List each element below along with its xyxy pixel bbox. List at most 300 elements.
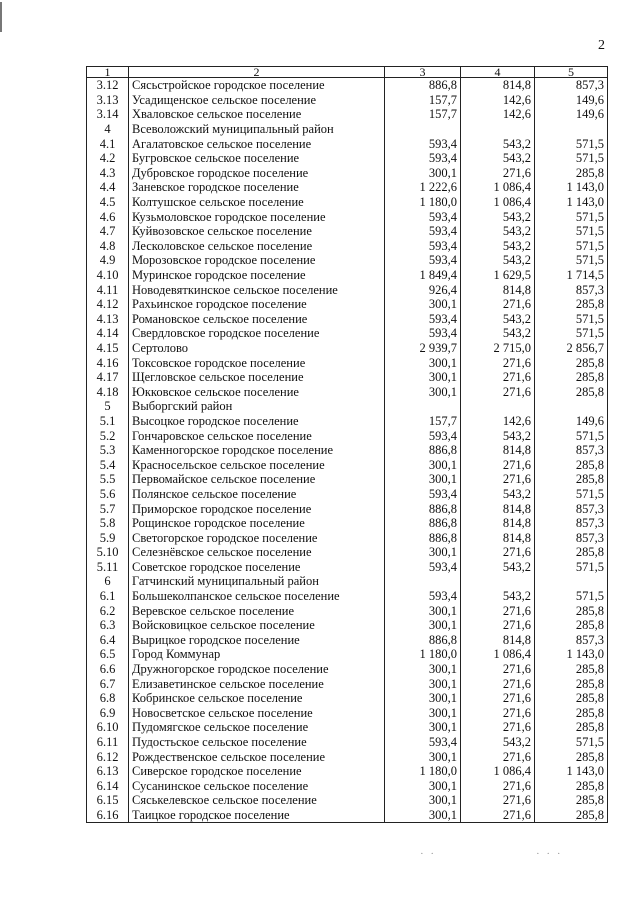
- cell-v3: 926,4: [385, 282, 461, 297]
- cell-v5: 285,8: [535, 457, 608, 472]
- table-row: [87, 428, 608, 443]
- cell-v4: 271,6: [461, 662, 535, 677]
- cell-v5: 285,8: [535, 749, 608, 764]
- cell-v3: 300,1: [385, 297, 461, 312]
- cell-name: Новосветское сельское поселение: [129, 706, 385, 721]
- cell-v4: 271,6: [461, 793, 535, 808]
- cell-v5: 571,5: [535, 209, 608, 224]
- cell-v5: 571,5: [535, 326, 608, 341]
- cell-v4: 543,2: [461, 224, 535, 239]
- cell-v3: 300,1: [385, 720, 461, 735]
- cell-v4: 814,8: [461, 282, 535, 297]
- table-row: [87, 749, 608, 764]
- table-row: [87, 224, 608, 239]
- cell-n: 6.16: [87, 808, 129, 823]
- cell-name: Рахьинское городское поселение: [129, 297, 385, 312]
- table-row: [87, 793, 608, 808]
- cell-v5: 857,3: [535, 282, 608, 297]
- table-row: [87, 720, 608, 735]
- table-row: [87, 180, 608, 195]
- cell-v3: 300,1: [385, 457, 461, 472]
- cell-name: Сиверское городское поселение: [129, 764, 385, 779]
- cell-v3: 1 180,0: [385, 764, 461, 779]
- cell-v5: 149,6: [535, 93, 608, 108]
- cell-v5: 285,8: [535, 370, 608, 385]
- cell-name: Кузьмоловское городское поселение: [129, 209, 385, 224]
- table-row: [87, 414, 608, 429]
- cell-name: Юкковское сельское поселение: [129, 384, 385, 399]
- cell-name: Высоцкое городское поселение: [129, 414, 385, 429]
- cell-v5: 1 143,0: [535, 195, 608, 210]
- cell-v4: 271,6: [461, 691, 535, 706]
- table-row: [87, 472, 608, 487]
- cell-v5: 285,8: [535, 355, 608, 370]
- cell-v4: 814,8: [461, 530, 535, 545]
- cell-name: Кобринское сельское поселение: [129, 691, 385, 706]
- cell-v5: 857,3: [535, 516, 608, 531]
- cell-n: 4.1: [87, 136, 129, 151]
- cell-n: 5.11: [87, 560, 129, 575]
- cell-v5: 571,5: [535, 312, 608, 327]
- table-row: [87, 78, 608, 93]
- cell-n: 4.11: [87, 282, 129, 297]
- cell-name: Лесколовское сельское поселение: [129, 239, 385, 254]
- header-col-3: 3: [385, 67, 461, 78]
- cell-v3: 300,1: [385, 793, 461, 808]
- cell-v4: 271,6: [461, 355, 535, 370]
- cell-v4: 271,6: [461, 472, 535, 487]
- cell-v5: 571,5: [535, 151, 608, 166]
- cell-v4: 543,2: [461, 589, 535, 604]
- cell-n: 5.2: [87, 428, 129, 443]
- cell-v3: 300,1: [385, 662, 461, 677]
- cell-n: 4: [87, 122, 129, 137]
- cell-v3: 593,4: [385, 151, 461, 166]
- cell-v5: 285,8: [535, 662, 608, 677]
- cell-n: 6.12: [87, 749, 129, 764]
- cell-v3: 300,1: [385, 749, 461, 764]
- cell-name: Муринское городское поселение: [129, 268, 385, 283]
- table-row: [87, 574, 608, 589]
- table-row: [87, 589, 608, 604]
- cell-v4: 271,6: [461, 808, 535, 823]
- table-row: [87, 530, 608, 545]
- cell-n: 6.11: [87, 735, 129, 750]
- cell-v3: 157,7: [385, 414, 461, 429]
- cell-n: 5.5: [87, 472, 129, 487]
- cell-v5: 571,5: [535, 253, 608, 268]
- cell-v4: 543,2: [461, 326, 535, 341]
- cell-v3: 886,8: [385, 501, 461, 516]
- cell-v3: 300,1: [385, 676, 461, 691]
- cell-name: Полянское сельское поселение: [129, 487, 385, 502]
- cell-v3: 886,8: [385, 633, 461, 648]
- cell-v5: 2 856,7: [535, 341, 608, 356]
- cell-v4: 271,6: [461, 618, 535, 633]
- cell-n: 6.13: [87, 764, 129, 779]
- cell-v4: 271,6: [461, 297, 535, 312]
- cell-n: 6.2: [87, 603, 129, 618]
- cell-v3: 593,4: [385, 209, 461, 224]
- page-number: 2: [598, 38, 605, 53]
- cell-v3: 2 939,7: [385, 341, 461, 356]
- cell-v5: 1 714,5: [535, 268, 608, 283]
- cell-name: Усадищенское сельское поселение: [129, 93, 385, 108]
- cell-v4: 1 629,5: [461, 268, 535, 283]
- cell-n: 4.3: [87, 166, 129, 181]
- cell-v3: 886,8: [385, 516, 461, 531]
- table-row: [87, 487, 608, 502]
- cell-n: 5.3: [87, 443, 129, 458]
- table-row: [87, 676, 608, 691]
- cell-v5: 285,8: [535, 793, 608, 808]
- cell-n: 6.4: [87, 633, 129, 648]
- cell-n: 3.13: [87, 93, 129, 108]
- cell-name: Дубровское городское поселение: [129, 166, 385, 181]
- cell-v3: 1 180,0: [385, 195, 461, 210]
- table-row: [87, 501, 608, 516]
- cell-v3: 593,4: [385, 253, 461, 268]
- cell-v4: 543,2: [461, 560, 535, 575]
- cell-v4: 543,2: [461, 239, 535, 254]
- table-row: [87, 209, 608, 224]
- cell-name: Каменногорское городское поселение: [129, 443, 385, 458]
- cell-name: Рощинское городское поселение: [129, 516, 385, 531]
- table-row: [87, 443, 608, 458]
- table-row: [87, 735, 608, 750]
- cell-name: Новодевяткинское сельское поселение: [129, 282, 385, 297]
- cell-n: 5: [87, 399, 129, 414]
- table-row: [87, 633, 608, 648]
- cell-n: 5.4: [87, 457, 129, 472]
- cell-n: 6.15: [87, 793, 129, 808]
- table-row: [87, 370, 608, 385]
- cell-v3: 593,4: [385, 428, 461, 443]
- cell-v5: 285,8: [535, 545, 608, 560]
- cell-name: Хваловское сельское поселение: [129, 107, 385, 122]
- cell-n: 6.3: [87, 618, 129, 633]
- cell-v5: 571,5: [535, 428, 608, 443]
- cell-name: Свердловское городское поселение: [129, 326, 385, 341]
- table-row: [87, 457, 608, 472]
- cell-name: Пудостьское сельское поселение: [129, 735, 385, 750]
- cell-v4: 142,6: [461, 414, 535, 429]
- table-row: [87, 253, 608, 268]
- cell-name: Пудомягское сельское поселение: [129, 720, 385, 735]
- cell-v4: [461, 122, 535, 137]
- cell-v5: 149,6: [535, 414, 608, 429]
- cell-v4: 271,6: [461, 370, 535, 385]
- cell-v3: 300,1: [385, 545, 461, 560]
- cell-name: Бугровское сельское поселение: [129, 151, 385, 166]
- cell-name: Селезнёвское сельское поселение: [129, 545, 385, 560]
- cell-n: 6.7: [87, 676, 129, 691]
- cell-v4: 271,6: [461, 545, 535, 560]
- cell-v5: 285,8: [535, 297, 608, 312]
- cell-name: Гатчинский муниципальный район: [129, 574, 385, 589]
- cell-n: 4.18: [87, 384, 129, 399]
- cell-v3: 593,4: [385, 735, 461, 750]
- cell-name: Светогорское городское поселение: [129, 530, 385, 545]
- cell-v5: 571,5: [535, 239, 608, 254]
- table-body: [87, 78, 608, 823]
- cell-v4: 543,2: [461, 487, 535, 502]
- cell-v4: 814,8: [461, 443, 535, 458]
- cell-v5: 857,3: [535, 530, 608, 545]
- cell-v3: 593,4: [385, 589, 461, 604]
- cell-v3: 157,7: [385, 93, 461, 108]
- cell-n: 4.6: [87, 209, 129, 224]
- cell-v4: 1 086,4: [461, 180, 535, 195]
- table-row: [87, 166, 608, 181]
- cell-name: Вырицкое городское поселение: [129, 633, 385, 648]
- cell-v4: 814,8: [461, 501, 535, 516]
- cell-n: 6.5: [87, 647, 129, 662]
- cell-v4: 271,6: [461, 603, 535, 618]
- cell-name: Елизаветинское сельское поселение: [129, 676, 385, 691]
- cell-v5: 285,8: [535, 720, 608, 735]
- cell-v4: 271,6: [461, 166, 535, 181]
- cell-v3: 300,1: [385, 808, 461, 823]
- cell-v5: 285,8: [535, 384, 608, 399]
- header-col-1: 1: [87, 67, 129, 78]
- cell-v4: 271,6: [461, 720, 535, 735]
- cell-name: Сусанинское сельское поселение: [129, 779, 385, 794]
- table-row: [87, 662, 608, 677]
- cell-name: Сясьстройское городское поселение: [129, 78, 385, 93]
- cell-name: Выборгский район: [129, 399, 385, 414]
- cell-name: Красносельское сельское поселение: [129, 457, 385, 472]
- cell-name: Токсовское городское поселение: [129, 355, 385, 370]
- cell-v3: 1 222,6: [385, 180, 461, 195]
- cell-name: Дружногорское городское поселение: [129, 662, 385, 677]
- cell-v5: 285,8: [535, 676, 608, 691]
- cell-v5: 285,8: [535, 706, 608, 721]
- cell-n: 4.12: [87, 297, 129, 312]
- cell-name: Всеволожский муниципальный район: [129, 122, 385, 137]
- table-row: [87, 268, 608, 283]
- table-row: [87, 545, 608, 560]
- cell-v3: 593,4: [385, 224, 461, 239]
- cell-n: 4.17: [87, 370, 129, 385]
- cell-n: 4.5: [87, 195, 129, 210]
- cell-v5: 285,8: [535, 472, 608, 487]
- cell-n: 4.2: [87, 151, 129, 166]
- cell-v3: 593,4: [385, 560, 461, 575]
- cell-v5: 571,5: [535, 487, 608, 502]
- cell-n: 4.10: [87, 268, 129, 283]
- cell-v3: 593,4: [385, 239, 461, 254]
- cell-v5: 285,8: [535, 166, 608, 181]
- cell-v4: 543,2: [461, 735, 535, 750]
- cell-n: 4.13: [87, 312, 129, 327]
- cell-n: 3.14: [87, 107, 129, 122]
- cell-name: Агалатовское сельское поселение: [129, 136, 385, 151]
- cell-v5: 571,5: [535, 224, 608, 239]
- cell-v5: 285,8: [535, 603, 608, 618]
- cell-v5: 285,8: [535, 779, 608, 794]
- cell-v3: 300,1: [385, 166, 461, 181]
- table-row: [87, 312, 608, 327]
- cell-v4: 543,2: [461, 209, 535, 224]
- table-row: [87, 399, 608, 414]
- cell-v4: 271,6: [461, 749, 535, 764]
- cell-v4: 543,2: [461, 253, 535, 268]
- cell-v3: 1 849,4: [385, 268, 461, 283]
- cell-n: 5.1: [87, 414, 129, 429]
- cell-v4: [461, 574, 535, 589]
- cell-v3: 300,1: [385, 384, 461, 399]
- cell-v3: 300,1: [385, 706, 461, 721]
- table-row: [87, 618, 608, 633]
- table-row: [87, 808, 608, 823]
- cell-v3: 593,4: [385, 312, 461, 327]
- cell-n: 3.12: [87, 78, 129, 93]
- cell-v4: 271,6: [461, 706, 535, 721]
- cell-n: 5.8: [87, 516, 129, 531]
- cell-v3: 886,8: [385, 443, 461, 458]
- cell-v3: 300,1: [385, 472, 461, 487]
- cell-v3: 886,8: [385, 78, 461, 93]
- cell-n: 4.14: [87, 326, 129, 341]
- cell-n: 5.9: [87, 530, 129, 545]
- cell-v4: 1 086,4: [461, 764, 535, 779]
- cell-v5: 285,8: [535, 808, 608, 823]
- table-header-row: [87, 67, 608, 78]
- cell-v4: 814,8: [461, 516, 535, 531]
- cell-v3: 1 180,0: [385, 647, 461, 662]
- cell-name: Советское городское поселение: [129, 560, 385, 575]
- cell-v3: 300,1: [385, 355, 461, 370]
- cell-name: Войсковицкое сельское поселение: [129, 618, 385, 633]
- cell-n: 4.9: [87, 253, 129, 268]
- cell-name: Первомайское сельское поселение: [129, 472, 385, 487]
- cell-v4: 142,6: [461, 107, 535, 122]
- cell-v3: 593,4: [385, 136, 461, 151]
- cell-n: 6.1: [87, 589, 129, 604]
- cell-n: 4.8: [87, 239, 129, 254]
- cell-n: 4.4: [87, 180, 129, 195]
- cell-v3: [385, 399, 461, 414]
- cell-n: 5.10: [87, 545, 129, 560]
- cell-v5: [535, 399, 608, 414]
- cell-name: Город Коммунар: [129, 647, 385, 662]
- cell-name: Колтушское сельское поселение: [129, 195, 385, 210]
- cell-v3: 886,8: [385, 530, 461, 545]
- table-row: [87, 691, 608, 706]
- cell-v4: 543,2: [461, 312, 535, 327]
- cell-n: 4.16: [87, 355, 129, 370]
- cell-name: Романовское сельское поселение: [129, 312, 385, 327]
- cell-n: 4.15: [87, 341, 129, 356]
- table-row: [87, 326, 608, 341]
- cell-v5: 285,8: [535, 618, 608, 633]
- cell-v5: 857,3: [535, 633, 608, 648]
- cell-name: Морозовское городское поселение: [129, 253, 385, 268]
- cell-v4: 271,6: [461, 779, 535, 794]
- cell-v5: 285,8: [535, 691, 608, 706]
- cell-name: Сяськелевское сельское поселение: [129, 793, 385, 808]
- cell-name: Куйвозовское сельское поселение: [129, 224, 385, 239]
- cell-v3: 300,1: [385, 779, 461, 794]
- cell-v5: 149,6: [535, 107, 608, 122]
- table-row: [87, 779, 608, 794]
- cell-name: Заневское городское поселение: [129, 180, 385, 195]
- cell-v3: 300,1: [385, 603, 461, 618]
- cell-v4: 814,8: [461, 633, 535, 648]
- cell-v5: [535, 122, 608, 137]
- table-row: [87, 93, 608, 108]
- table-row: [87, 603, 608, 618]
- table-row: [87, 151, 608, 166]
- table-row: [87, 297, 608, 312]
- cell-n: 4.7: [87, 224, 129, 239]
- cell-v4: [461, 399, 535, 414]
- cell-v5: 857,3: [535, 501, 608, 516]
- table-row: [87, 136, 608, 151]
- cell-v4: 271,6: [461, 676, 535, 691]
- cell-v3: 300,1: [385, 370, 461, 385]
- cell-v3: 593,4: [385, 326, 461, 341]
- cell-v4: 543,2: [461, 136, 535, 151]
- header-col-2: 2: [129, 67, 385, 78]
- cell-v5: 1 143,0: [535, 180, 608, 195]
- cell-n: 6: [87, 574, 129, 589]
- cell-n: 5.7: [87, 501, 129, 516]
- cell-v4: 1 086,4: [461, 647, 535, 662]
- table-row: [87, 195, 608, 210]
- cell-n: 6.6: [87, 662, 129, 677]
- cell-name: Рождественское сельское поселение: [129, 749, 385, 764]
- cell-v3: 300,1: [385, 618, 461, 633]
- scan-artifact-mark: · ·: [420, 848, 437, 860]
- cell-v3: 157,7: [385, 107, 461, 122]
- cell-v5: 571,5: [535, 735, 608, 750]
- cell-v5: 571,5: [535, 560, 608, 575]
- cell-n: 6.14: [87, 779, 129, 794]
- header-col-4: 4: [461, 67, 535, 78]
- cell-v3: [385, 122, 461, 137]
- cell-name: Гончаровское сельское поселение: [129, 428, 385, 443]
- cell-v5: 857,3: [535, 78, 608, 93]
- cell-v5: [535, 574, 608, 589]
- table-row: [87, 282, 608, 297]
- header-col-5: 5: [535, 67, 608, 78]
- table-row: [87, 355, 608, 370]
- cell-n: 5.6: [87, 487, 129, 502]
- data-table: [86, 66, 608, 823]
- cell-v5: 857,3: [535, 443, 608, 458]
- cell-v5: 571,5: [535, 136, 608, 151]
- cell-name: Приморское городское поселение: [129, 501, 385, 516]
- cell-v4: 543,2: [461, 151, 535, 166]
- table-row: [87, 647, 608, 662]
- scan-edge-mark: [0, 2, 2, 32]
- cell-n: 6.8: [87, 691, 129, 706]
- cell-v4: 271,6: [461, 457, 535, 472]
- cell-v5: 571,5: [535, 589, 608, 604]
- cell-v3: 300,1: [385, 691, 461, 706]
- table-row: [87, 516, 608, 531]
- table-row: [87, 239, 608, 254]
- cell-v4: 271,6: [461, 384, 535, 399]
- cell-name: Щегловское сельское поселение: [129, 370, 385, 385]
- table-row: [87, 122, 608, 137]
- cell-v5: 1 143,0: [535, 647, 608, 662]
- cell-v4: 814,8: [461, 78, 535, 93]
- cell-name: Веревское сельское поселение: [129, 603, 385, 618]
- cell-v3: [385, 574, 461, 589]
